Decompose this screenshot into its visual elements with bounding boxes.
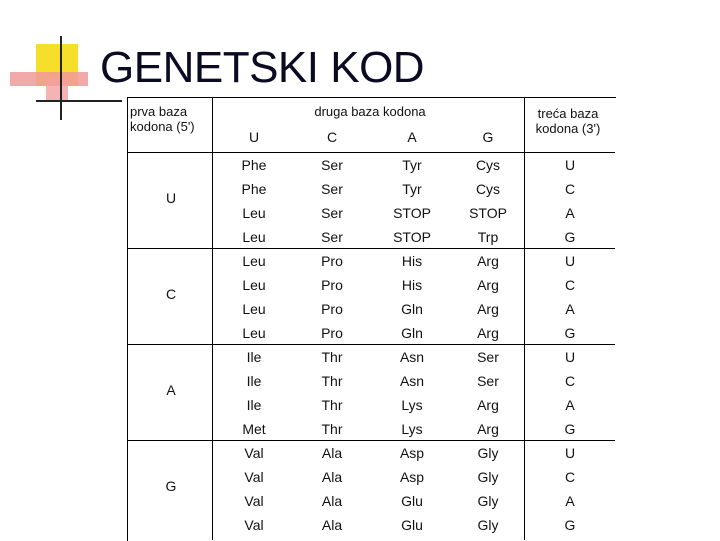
amino-acid-cell: Pro xyxy=(321,277,343,293)
amino-acid-cell: Phe xyxy=(241,181,267,197)
amino-acid-cell: Arg xyxy=(477,277,499,293)
amino-acid-cell: Thr xyxy=(321,421,343,437)
third-base-cell: A xyxy=(565,205,575,221)
third-base-cell: A xyxy=(565,301,575,317)
second-base-u: U xyxy=(248,129,260,145)
third-base-cell: G xyxy=(564,229,576,245)
amino-acid-cell: Pro xyxy=(321,301,343,317)
amino-acid-cell: Gly xyxy=(477,517,499,533)
amino-acid-cell: Thr xyxy=(321,397,343,413)
second-base-c: C xyxy=(326,129,338,145)
first-base-c: C xyxy=(165,286,177,302)
amino-acid-cell: Arg xyxy=(477,421,499,437)
amino-acid-cell: Gln xyxy=(401,301,423,317)
third-base-cell: G xyxy=(564,325,576,341)
second-base-g: G xyxy=(482,129,494,145)
amino-acid-cell: Gln xyxy=(401,325,423,341)
group-separator xyxy=(127,344,615,345)
first-base-g: G xyxy=(165,478,177,494)
second-base-header: druga baza kodona xyxy=(314,104,426,119)
amino-acid-cell: Val xyxy=(244,517,264,533)
third-base-cell: C xyxy=(564,373,576,389)
decor-horizontal-line xyxy=(36,100,122,102)
amino-acid-cell: Val xyxy=(244,469,264,485)
third-base-cell: A xyxy=(565,493,575,509)
amino-acid-cell: Leu xyxy=(242,301,266,317)
amino-acid-cell: Ser xyxy=(321,181,343,197)
first-base-header: prva baza kodona (5') xyxy=(130,104,195,134)
amino-acid-cell: Ala xyxy=(321,445,343,461)
amino-acid-cell: Ala xyxy=(321,469,343,485)
amino-acid-cell: Leu xyxy=(242,277,266,293)
amino-acid-cell: Gly xyxy=(477,493,499,509)
amino-acid-cell: Tyr xyxy=(402,181,422,197)
first-base-a: A xyxy=(166,382,176,398)
third-base-cell: C xyxy=(564,181,576,197)
amino-acid-cell: Met xyxy=(242,421,266,437)
decor-vertical-line xyxy=(60,36,62,120)
amino-acid-cell: Glu xyxy=(401,493,423,509)
amino-acid-cell: Trp xyxy=(477,229,499,245)
decor-pink-vertical xyxy=(46,78,68,102)
amino-acid-cell: Arg xyxy=(477,301,499,317)
amino-acid-cell: Asp xyxy=(399,469,425,485)
amino-acid-cell: Gly xyxy=(477,445,499,461)
amino-acid-cell: Asp xyxy=(399,445,425,461)
amino-acid-cell: Val xyxy=(244,445,264,461)
amino-acid-cell: Gly xyxy=(477,469,499,485)
amino-acid-cell: Ser xyxy=(321,229,343,245)
amino-acid-cell: Ser xyxy=(321,157,343,173)
amino-acid-cell: Arg xyxy=(477,397,499,413)
amino-acid-cell: Arg xyxy=(477,253,499,269)
amino-acid-cell: Ala xyxy=(321,517,343,533)
third-base-cell: A xyxy=(565,397,575,413)
amino-acid-cell: Ala xyxy=(321,493,343,509)
third-base-cell: U xyxy=(564,253,576,269)
amino-acid-cell: Pro xyxy=(321,253,343,269)
amino-acid-cell: STOP xyxy=(393,205,431,221)
amino-acid-cell: Lys xyxy=(401,397,423,413)
amino-acid-cell: Ser xyxy=(477,373,499,389)
third-base-cell: G xyxy=(564,421,576,437)
third-base-cell: C xyxy=(564,277,576,293)
amino-acid-cell: Ser xyxy=(477,349,499,365)
amino-acid-cell: Glu xyxy=(401,517,423,533)
third-base-header: treća baza kodona (3') xyxy=(535,106,601,136)
amino-acid-cell: Ile xyxy=(246,397,262,413)
header-underline xyxy=(127,152,615,153)
amino-acid-cell: Leu xyxy=(242,325,266,341)
amino-acid-cell: Val xyxy=(244,493,264,509)
amino-acid-cell: Ile xyxy=(246,373,262,389)
header-divider xyxy=(212,97,213,152)
third-base-cell: C xyxy=(564,469,576,485)
amino-acid-cell: Pro xyxy=(321,325,343,341)
column-divider xyxy=(212,152,213,540)
group-separator xyxy=(127,248,615,249)
amino-acid-cell: Thr xyxy=(321,349,343,365)
group-separator xyxy=(127,440,615,441)
amino-acid-cell: Cys xyxy=(475,157,501,173)
amino-acid-cell: Leu xyxy=(242,253,266,269)
amino-acid-cell: Leu xyxy=(242,205,266,221)
third-base-cell: G xyxy=(564,517,576,533)
amino-acid-cell: Arg xyxy=(477,325,499,341)
third-base-cell: U xyxy=(564,349,576,365)
third-base-cell: U xyxy=(564,445,576,461)
amino-acid-cell: Thr xyxy=(321,373,343,389)
amino-acid-cell: Phe xyxy=(241,157,267,173)
amino-acid-cell: His xyxy=(401,253,423,269)
amino-acid-cell: STOP xyxy=(393,229,431,245)
amino-acid-cell: Ile xyxy=(246,349,262,365)
amino-acid-cell: STOP xyxy=(469,205,507,221)
amino-acid-cell: Leu xyxy=(242,229,266,245)
amino-acid-cell: Ser xyxy=(321,205,343,221)
page-title: GENETSKI KOD xyxy=(100,43,425,92)
first-base-u: U xyxy=(165,190,177,206)
second-base-a: A xyxy=(407,129,417,145)
amino-acid-cell: Lys xyxy=(401,421,423,437)
amino-acid-cell: Tyr xyxy=(402,157,422,173)
amino-acid-cell: Asn xyxy=(399,349,425,365)
amino-acid-cell: Asn xyxy=(399,373,425,389)
third-base-cell: U xyxy=(564,157,576,173)
amino-acid-cell: His xyxy=(401,277,423,293)
amino-acid-cell: Cys xyxy=(475,181,501,197)
